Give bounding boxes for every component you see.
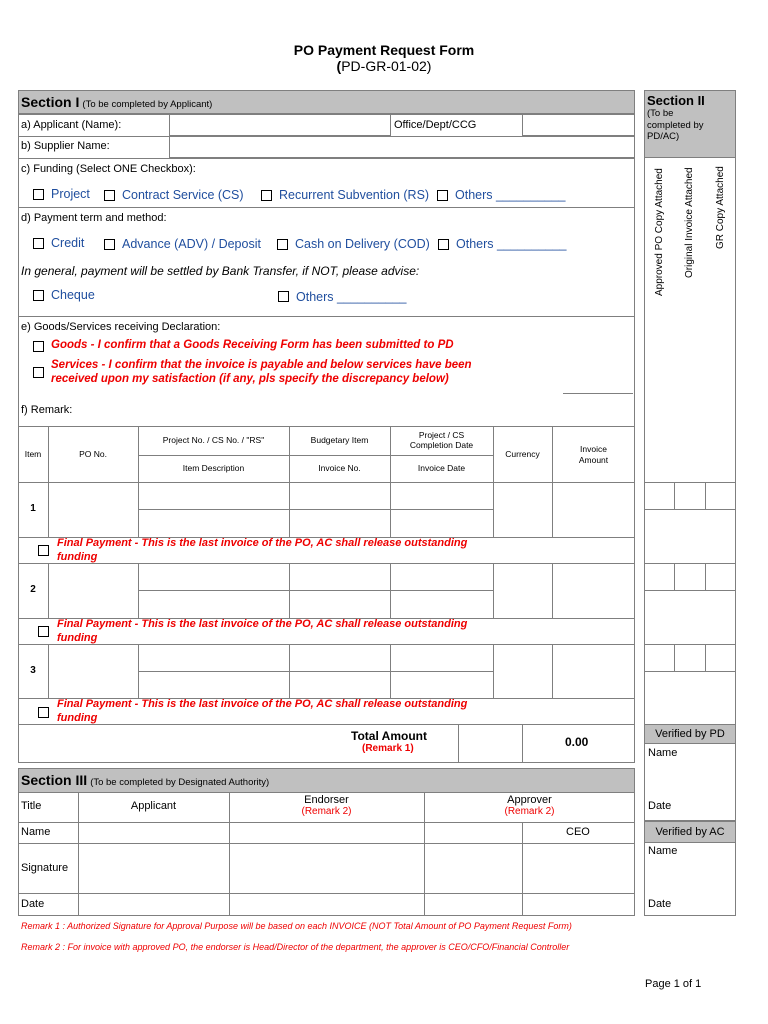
- section-1-title: Section I (To be completed by Applicant): [21, 94, 213, 110]
- row-number: 2: [30, 584, 36, 595]
- services-checkbox[interactable]: [33, 367, 44, 378]
- services-declaration-text-2: received upon my satisfaction (if any, pls specify the discrepancy below): [51, 373, 449, 385]
- office-label: Office/Dept/CCG: [394, 119, 477, 131]
- office-field[interactable]: [522, 114, 635, 136]
- funding-cs-checkbox[interactable]: [104, 190, 115, 201]
- goods-declaration-text: Goods - I confirm that a Goods Receiving Form has been submitted to PD: [51, 339, 454, 351]
- funding-project-label: Project: [51, 187, 90, 201]
- applicant-label: a) Applicant (Name):: [21, 119, 122, 131]
- section-2-note-2: completed by: [647, 120, 704, 131]
- col-budgetary-item: Budgetary Item: [310, 435, 369, 445]
- date-row-label: Date: [21, 898, 45, 910]
- funding-others-checkbox[interactable]: [437, 190, 448, 201]
- total-amount-label: Total Amount: [351, 729, 427, 743]
- payment-label: d) Payment term and method:: [21, 212, 167, 224]
- payment-advance-label: Advance (ADV) / Deposit: [122, 237, 261, 251]
- col-item: Item: [24, 449, 42, 459]
- final-payment-text-2: funding: [57, 632, 98, 644]
- col-project-no: Project No. / CS No. / "RS": [162, 435, 265, 445]
- approver-header: Approver: [507, 794, 552, 806]
- payment-others-label[interactable]: Others __________: [456, 237, 567, 251]
- goods-checkbox[interactable]: [33, 341, 44, 352]
- cheque-checkbox[interactable]: [33, 290, 44, 301]
- verified-by-ac-label: Verified by AC: [655, 826, 725, 838]
- payment-cod-label: Cash on Delivery (COD): [295, 237, 430, 251]
- cheque-label: Cheque: [51, 288, 95, 302]
- remark-1: Remark 1 : Authorized Signature for Approval Purpose will be based on each INVOICE (NOT Total Amount of PO Payment Request Form): [21, 921, 572, 931]
- bank-transfer-note: In general, payment will be settled by Bank Transfer, if NOT, please advise:: [21, 264, 420, 278]
- applicant-header: Applicant: [130, 800, 177, 812]
- goods-declaration-label: e) Goods/Services receiving Declaration:: [21, 321, 221, 333]
- col-currency: Currency: [505, 449, 540, 459]
- supplier-label: b) Supplier Name:: [21, 140, 110, 152]
- payment-credit-label: Credit: [51, 236, 85, 250]
- funding-rs-checkbox[interactable]: [261, 190, 272, 201]
- pd-name-label: Name: [648, 747, 678, 759]
- original-invoice-label: Original Invoice Attached: [684, 167, 695, 278]
- funding-cs-label: Contract Service (CS): [122, 188, 244, 202]
- signature-row-label: Signature: [21, 862, 69, 874]
- final-payment-checkbox[interactable]: [38, 545, 49, 556]
- page-number: Page 1 of 1: [645, 978, 702, 990]
- total-remark: (Remark 1): [362, 743, 414, 754]
- approver-ceo: CEO: [566, 826, 590, 838]
- row-number: 1: [30, 503, 36, 514]
- final-payment-text-1: Final Payment - This is the last invoice of the PO, AC shall release outstanding: [57, 618, 468, 630]
- services-declaration-text-1: Services - I confirm that the invoice is payable and below services have been: [51, 359, 472, 371]
- section-3-title: Section III (To be completed by Designated Authority): [21, 772, 270, 788]
- applicant-name-field[interactable]: [169, 114, 391, 136]
- funding-rs-label: Recurrent Subvention (RS): [279, 188, 430, 202]
- payment-credit-checkbox[interactable]: [33, 238, 44, 249]
- payment-cod-checkbox[interactable]: [277, 239, 288, 250]
- col-item-description: Item Description: [182, 463, 245, 473]
- col-invoice-date: Invoice Date: [417, 463, 466, 473]
- name-row-label: Name: [21, 826, 51, 838]
- final-payment-text-1: Final Payment - This is the last invoice of the PO, AC shall release outstanding: [57, 698, 468, 710]
- section-2-note-1: (To be: [647, 108, 674, 119]
- payment-others-checkbox[interactable]: [438, 239, 449, 250]
- approved-po-copy-label: Approved PO Copy Attached: [654, 168, 665, 296]
- final-payment-checkbox[interactable]: [38, 626, 49, 637]
- ac-name-label: Name: [648, 845, 678, 857]
- form-title: PO Payment Request Form: [293, 42, 475, 58]
- bank-others-checkbox[interactable]: [278, 291, 289, 302]
- row-number: 3: [30, 665, 36, 676]
- funding-others-label[interactable]: Others __________: [455, 188, 566, 202]
- col-invoice-amount-2: Amount: [578, 455, 609, 465]
- final-payment-text-1: Final Payment - This is the last invoice of the PO, AC shall release outstanding: [57, 537, 468, 549]
- final-payment-text-2: funding: [57, 551, 98, 563]
- col-completion-1: Project / CS: [418, 430, 465, 440]
- form-code: (PD-GR-01-02): [336, 58, 432, 74]
- section-2-title: Section II: [647, 93, 705, 108]
- col-invoice-no: Invoice No.: [318, 463, 361, 473]
- remark-label: f) Remark:: [21, 404, 73, 416]
- endorser-header: Endorser: [304, 794, 349, 806]
- pd-date-label: Date: [648, 800, 672, 812]
- funding-project-checkbox[interactable]: [33, 189, 44, 200]
- approver-remark: (Remark 2): [504, 806, 555, 817]
- section-2-note-3: PD/AC): [647, 131, 680, 142]
- verified-by-pd-label: Verified by PD: [655, 728, 725, 740]
- col-po-no: PO No.: [79, 449, 107, 459]
- title-row-label: Title: [21, 800, 42, 812]
- col-invoice-amount-1: Invoice: [580, 444, 607, 454]
- funding-label: c) Funding (Select ONE Checkbox):: [21, 163, 196, 175]
- final-payment-text-2: funding: [57, 712, 98, 724]
- ac-date-label: Date: [648, 898, 672, 910]
- gr-copy-label: GR Copy Attached: [715, 166, 726, 249]
- remark-2: Remark 2 : For invoice with approved PO, the endorser is Head/Director of the department, the approver is CEO/CFO/Financial Controller: [21, 942, 570, 952]
- col-completion-2: Completion Date: [409, 440, 474, 450]
- bank-others-label[interactable]: Others __________: [296, 290, 407, 304]
- total-amount-value: 0.00: [565, 735, 589, 749]
- final-payment-checkbox[interactable]: [38, 707, 49, 718]
- payment-advance-checkbox[interactable]: [104, 239, 115, 250]
- endorser-remark: (Remark 2): [301, 806, 352, 817]
- supplier-name-field[interactable]: [169, 136, 635, 158]
